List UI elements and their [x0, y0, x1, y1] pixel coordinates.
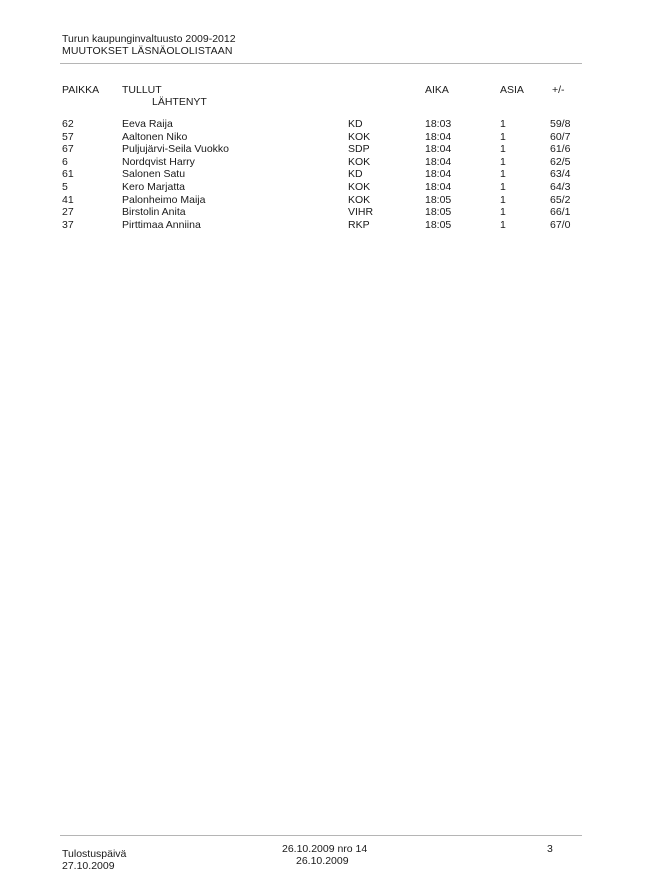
- seat-number: 57: [62, 130, 74, 143]
- member-name: Palonheimo Maija: [122, 193, 206, 206]
- agenda-item: 1: [500, 206, 506, 219]
- party: KOK: [348, 180, 371, 193]
- table-row: [0, 219, 650, 232]
- column-header-left: LÄHTENYT: [152, 96, 207, 108]
- document-title: Turun kaupunginvaltuusto 2009-2012: [62, 33, 236, 45]
- agenda-item: 1: [500, 143, 506, 156]
- party: KOK: [348, 130, 371, 143]
- time: 18:04: [425, 168, 452, 181]
- party: KOK: [348, 155, 371, 168]
- attendance-count: 59/8: [550, 118, 571, 130]
- table-row: [0, 143, 650, 156]
- seat-number: 6: [62, 155, 68, 168]
- meeting-reference: 26.10.2009 nro 14: [282, 843, 368, 855]
- column-header-count: +/-: [552, 84, 565, 96]
- agenda-item: 1: [500, 168, 506, 181]
- attendance-count: 65/2: [550, 193, 571, 206]
- member-name: Salonen Satu: [122, 168, 186, 181]
- attendance-count: 62/5: [550, 155, 571, 168]
- column-header-time: AIKA: [425, 84, 449, 96]
- time: 18:05: [425, 218, 452, 231]
- member-name: Nordqvist Harry: [122, 155, 195, 168]
- time: 18:04: [425, 155, 452, 168]
- member-name: Aaltonen Niko: [122, 130, 188, 143]
- seat-number: 62: [62, 118, 74, 130]
- agenda-item: 1: [500, 180, 506, 193]
- column-header-arrived: TULLUT: [122, 84, 162, 96]
- party: KD: [348, 118, 363, 130]
- seat-number: 27: [62, 206, 74, 219]
- page-number: 3: [547, 843, 553, 855]
- party: KD: [348, 168, 363, 181]
- time: 18:05: [425, 193, 452, 206]
- time: 18:04: [425, 143, 452, 156]
- print-date: 27.10.2009: [62, 860, 115, 872]
- table-row: [0, 181, 650, 194]
- attendance-count: 63/4: [550, 168, 571, 181]
- table-row: [0, 194, 650, 207]
- time: 18:05: [425, 206, 452, 219]
- attendance-count: 60/7: [550, 130, 571, 143]
- seat-number: 37: [62, 218, 74, 231]
- member-name: Pirttimaa Anniina: [122, 218, 201, 231]
- table-row: [0, 118, 650, 131]
- print-date-label: Tulostuspäivä: [62, 848, 127, 860]
- seat-number: 67: [62, 143, 74, 156]
- time: 18:03: [425, 118, 452, 130]
- member-name: Eeva Raija: [122, 118, 173, 130]
- party: SDP: [348, 143, 370, 156]
- meeting-date: 26.10.2009: [296, 855, 349, 867]
- table-row: [0, 168, 650, 181]
- agenda-item: 1: [500, 155, 506, 168]
- attendance-count: 67/0: [550, 218, 571, 231]
- agenda-item: 1: [500, 130, 506, 143]
- time: 18:04: [425, 130, 452, 143]
- member-name: Kero Marjatta: [122, 180, 186, 193]
- seat-number: 5: [62, 180, 68, 193]
- attendance-count: 61/6: [550, 143, 571, 156]
- column-header-item: ASIA: [500, 84, 524, 96]
- agenda-item: 1: [500, 118, 506, 130]
- seat-number: 41: [62, 193, 74, 206]
- seat-number: 61: [62, 168, 74, 181]
- member-name: Birstolin Anita: [122, 206, 186, 219]
- attendance-count: 64/3: [550, 180, 571, 193]
- attendance-change-list: [0, 118, 650, 231]
- attendance-count: 66/1: [550, 206, 571, 219]
- column-header-seat: PAIKKA: [62, 84, 100, 96]
- member-name: Puljujärvi-Seila Vuokko: [122, 143, 229, 156]
- party: VIHR: [348, 206, 374, 219]
- table-row: [0, 131, 650, 144]
- party: KOK: [348, 193, 371, 206]
- time: 18:04: [425, 180, 452, 193]
- table-row: [0, 156, 650, 169]
- header-divider: [60, 63, 582, 64]
- document-subtitle: MUUTOKSET LÄSNÄOLOLISTAAN: [62, 45, 233, 57]
- party: RKP: [348, 218, 370, 231]
- table-row: [0, 206, 650, 219]
- footer-divider: [60, 835, 582, 836]
- agenda-item: 1: [500, 218, 506, 231]
- agenda-item: 1: [500, 193, 506, 206]
